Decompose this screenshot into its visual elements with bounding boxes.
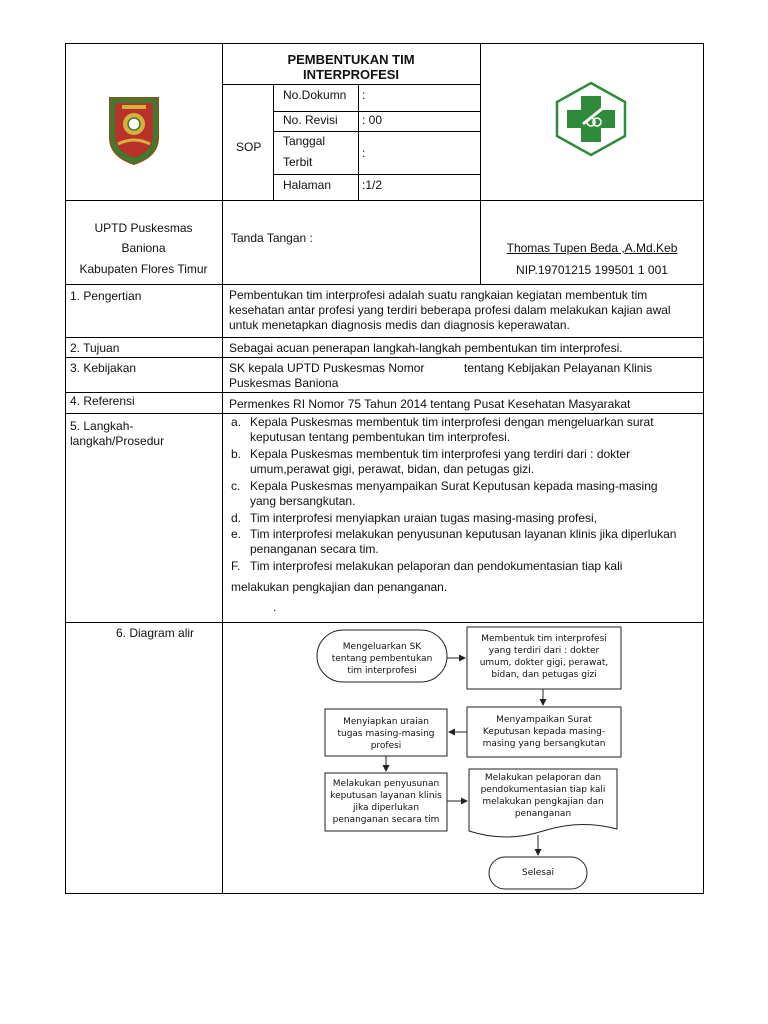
meta-value-tanggal: :: [362, 146, 366, 160]
table-border-bottom: [65, 893, 704, 894]
kebijakan-line1b: tentang Kebijakan Pelayanan Klinis: [464, 361, 653, 375]
flow-node-line: yang terdiri dari : dokter: [488, 646, 600, 656]
flow-node-line: profesi: [370, 741, 402, 751]
step-text: Kepala Puskesmas membentuk tim interprofesi dengan mengeluarkan surat: [250, 415, 654, 429]
row-line: [65, 357, 704, 358]
meta-label-no-revisi: No. Revisi: [283, 113, 338, 127]
step-text: keputusan tentang pembentukan tim interprofesi.: [250, 430, 511, 444]
org-name-line2: Baniona: [121, 241, 166, 255]
flow-node-line: penanganan: [514, 809, 572, 819]
flow-node-line: keputusan layanan klinis: [330, 791, 442, 801]
section-label-pengertian: 1. Pengertian: [70, 289, 142, 303]
flow-node-line: Melakukan penyusunan: [332, 779, 440, 789]
flow-node-line: masing yang bersangkutan: [482, 739, 606, 749]
meta-row-line: [273, 174, 480, 175]
flow-node-line: tim interprofesi: [347, 666, 417, 676]
step-text: Tim interprofesi menyiapkan uraian tugas masing-masing profesi,: [250, 511, 598, 525]
row-line: [65, 200, 704, 201]
meta-label-terbit: Terbit: [283, 155, 313, 169]
meta-row-line: [273, 131, 480, 132]
meta-label-tanggal: Tanggal: [283, 134, 326, 148]
signer-name: Thomas Tupen Beda ,A.Md.Keb: [506, 241, 678, 255]
meta-label-no-dokumen: No.Dokumn: [283, 88, 347, 102]
section-label-diagram: 6. Diagram alir: [116, 626, 195, 640]
step-marker: a.: [231, 415, 242, 429]
flow-node-line: Membentuk tim interprofesi: [481, 634, 607, 644]
table-border-right: [703, 43, 704, 894]
meta-divider: [358, 84, 359, 200]
meta-value-no-revisi: : 00: [362, 113, 383, 127]
flow-node-line: jika diperlukan: [352, 803, 420, 813]
flow-node-line: pendokumentasian tiap kali: [480, 785, 606, 795]
tujuan-text: Sebagai acuan penerapan langkah-langkah pembentukan tim interprofesi.: [229, 341, 623, 355]
section-label-kebijakan: 3. Kebijakan: [70, 361, 137, 375]
meta-label-halaman: Halaman: [283, 178, 332, 192]
section-label-prosedur-line1: 5. Langkah-: [70, 419, 134, 433]
doc-title-line1: PEMBENTUKAN TIM: [287, 52, 415, 67]
pengertian-line: kesehatan antar profesi yang terdiri beberapa profesi dalam melakukan kajian awal: [229, 303, 671, 317]
section-label-prosedur-line2: langkah/Prosedur: [70, 434, 165, 448]
meta-row-line: [273, 111, 480, 112]
step-marker: F.: [231, 559, 241, 573]
flow-node-finish-text: [522, 868, 554, 878]
step-text: Tim interprofesi melakukan pelaporan dan pendokumentasian tiap kali: [250, 559, 623, 573]
flow-node-line: Melakukan pelaporan dan: [484, 773, 602, 783]
org-name-line1: UPTD Puskesmas: [94, 221, 193, 235]
row-line: [65, 337, 704, 338]
pengertian-line: untuk menetapkan diagnosis medis dan diagnosis keperawatan.: [229, 318, 570, 332]
flow-node-deliver-sk-text: [483, 715, 606, 749]
regency-seal-logo: [106, 94, 162, 166]
section-label-referensi: 4. Referensi: [70, 394, 135, 408]
step-text: umum,perawat gigi, perawat, bidan, dan petugas gizi.: [250, 462, 535, 476]
signature-label: Tanda Tangan :: [231, 231, 313, 245]
seal-emblem-center: [128, 118, 140, 130]
meta-value-no-dokumen: :: [362, 88, 366, 102]
flow-node-line: tugas masing-masing: [337, 729, 435, 739]
table-border-left: [65, 43, 66, 894]
flow-node-line: bidan, dan petugas gizi: [491, 670, 597, 680]
seal-crown: [122, 105, 146, 109]
step-marker: d.: [231, 511, 242, 525]
flow-node-line: tentang pembentukan: [331, 654, 433, 664]
prosedur-dot: .: [273, 600, 277, 614]
pengertian-line: Pembentukan tim interprofesi adalah suatu rangkaian kegiatan membentuk tim: [229, 288, 648, 302]
flow-node-line: Selesai: [522, 868, 554, 878]
row-line: [65, 392, 704, 393]
section-label-tujuan: 2. Tujuan: [70, 341, 120, 355]
signer-nip: NIP.19701215 199501 1 001: [516, 263, 668, 277]
row-line: [65, 284, 704, 285]
org-name-line3: Kabupaten Flores Timur: [79, 262, 208, 276]
flow-node-line: melakukan pengkajian dan: [482, 797, 604, 807]
table-border-top: [65, 43, 704, 44]
title-bottom-line: [222, 84, 480, 85]
flow-node-line: Mengeluarkan SK: [342, 642, 422, 652]
step-text: Kepala Puskesmas menyampaikan Surat Keputusan kepada masing-masing: [250, 479, 658, 493]
doc-title-line2: INTERPROFESI: [302, 67, 400, 82]
step-text: Kepala Puskesmas membentuk tim interprofesi yang terdiri dari : dokter: [250, 447, 631, 461]
flow-node-line: Menyampaikan Surat: [496, 715, 592, 725]
step-text: penanganan secara tim.: [250, 542, 379, 556]
kebijakan-line2: Puskesmas Baniona: [229, 376, 339, 390]
meta-value-halaman: :1/2: [362, 178, 383, 192]
step-text: yang bersangkutan.: [250, 494, 356, 508]
sop-label: SOP: [236, 140, 262, 154]
prosedur-closing-line: melakukan pengkajian dan penanganan.: [231, 580, 448, 594]
flow-node-line: Menyiapkan uraian: [343, 717, 429, 727]
flowchart: [223, 623, 703, 893]
flow-node-line: penanganan secara tim: [332, 815, 440, 825]
kebijakan-line1a: SK kepala UPTD Puskesmas Nomor: [229, 361, 425, 375]
referensi-text: Permenkes RI Nomor 75 Tahun 2014 tentang Pusat Kesehatan Masyarakat: [229, 397, 631, 411]
row-line: [65, 413, 704, 414]
step-text: Tim interprofesi melakukan penyusunan keputusan layanan klinis jika diperlukan: [250, 527, 677, 541]
step-marker: b.: [231, 447, 242, 461]
step-marker: e.: [231, 527, 242, 541]
flow-node-line: umum, dokter gigi, perawat,: [479, 658, 609, 668]
puskesmas-logo: [553, 80, 629, 158]
flow-node-line: Keputusan kepada masing-: [482, 727, 606, 737]
sop-divider: [273, 84, 274, 200]
step-marker: c.: [231, 479, 241, 493]
